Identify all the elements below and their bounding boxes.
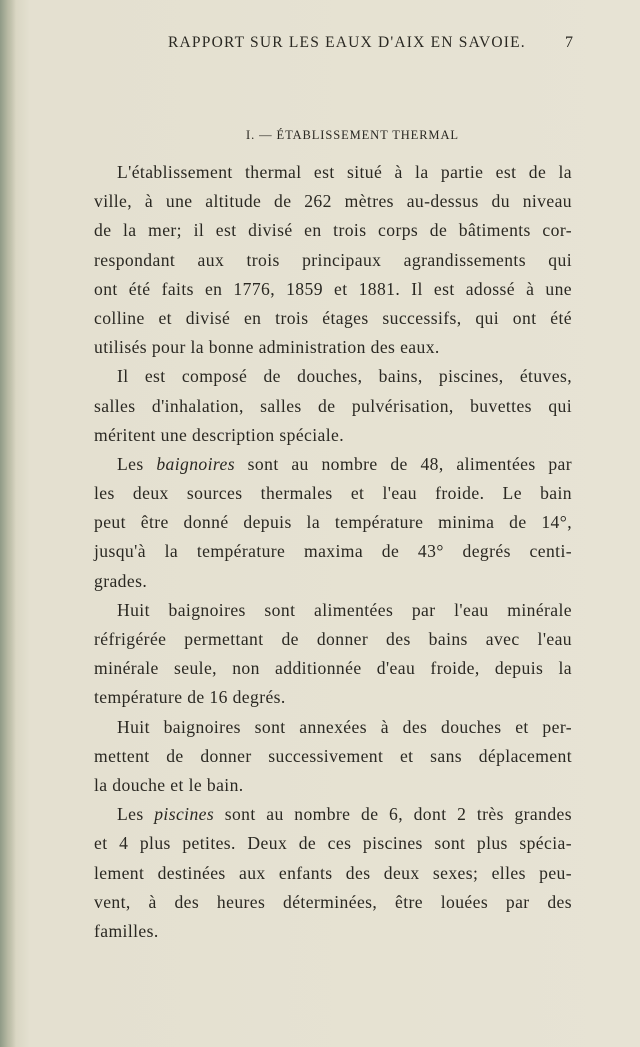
text-line: grades. — [94, 570, 148, 591]
text-run: Les — [117, 804, 155, 825]
text-line: salles d'inhalation, salles de pulvérisation, buvettes qui — [94, 395, 572, 416]
text-line: lement destinées aux enfants des deux sexes; elles peu- — [94, 862, 572, 883]
text-line: Huit baignoires sont annexées à des douches et per- — [117, 716, 572, 737]
text-line: les deux sources thermales et l'eau froide. Le bain — [94, 483, 572, 504]
section-heading: I. — ÉTABLISSEMENT THERMAL — [246, 128, 459, 142]
text-line: température de 16 degrés. — [94, 687, 286, 708]
text-line: mettent de donner successivement et sans déplacement — [94, 745, 572, 766]
text-line: ont été faits en 1776, 1859 et 1881. Il est adossé à une — [94, 278, 572, 299]
text-line: et 4 plus petites. Deux de ces piscines sont plus spécia- — [94, 833, 572, 854]
text-line: utilisés pour la bonne administration des eaux. — [94, 337, 440, 358]
text-line: L'établissement thermal est situé à la partie est de la — [117, 162, 572, 182]
text-line: colline et divisé en trois étages successifs, qui ont été — [94, 307, 572, 328]
text-line: vent, à des heures déterminées, être louées par des — [94, 891, 572, 912]
text-line: respondant aux trois principaux agrandissements qui — [94, 249, 572, 270]
text-line: familles. — [94, 920, 159, 941]
italic-term: piscines — [154, 804, 215, 825]
text-line: la douche et le bain. — [94, 774, 244, 795]
text-line: peut être donné depuis la température minima de 14°, — [94, 512, 572, 533]
text-line — [94, 800, 572, 829]
text-line: minérale seule, non additionnée d'eau froide, depuis la — [94, 658, 572, 679]
text-run: sont au nombre de 48, alimentées par — [234, 453, 572, 474]
text-line: Il est composé de douches, bains, piscines, étuves, — [117, 366, 572, 387]
running-title: RAPPORT SUR LES EAUX D'AIX EN SAVOIE. — [168, 34, 526, 51]
italic-term: baignoires — [156, 453, 235, 474]
body-text — [94, 158, 572, 946]
running-header — [0, 34, 640, 58]
page-binding-edge — [0, 0, 16, 1047]
text-run: Les — [117, 453, 157, 474]
text-line — [94, 450, 572, 479]
text-run: sont au nombre de 6, dont 2 très grandes — [214, 804, 572, 825]
text-line: de la mer; il est divisé en trois corps de bâtiments cor- — [94, 220, 572, 241]
text-line: jusqu'à la température maxima de 43° degrés centi- — [94, 541, 572, 562]
text-line: ville, à une altitude de 262 mètres au-dessus du niveau — [94, 191, 572, 212]
text-line: méritent une description spéciale. — [94, 424, 345, 445]
text-line: réfrigérée permettant de donner des bains avec l'eau — [94, 629, 572, 649]
text-line: Huit baignoires sont alimentées par l'eau minérale — [117, 599, 572, 620]
page-number: 7 — [565, 34, 573, 51]
